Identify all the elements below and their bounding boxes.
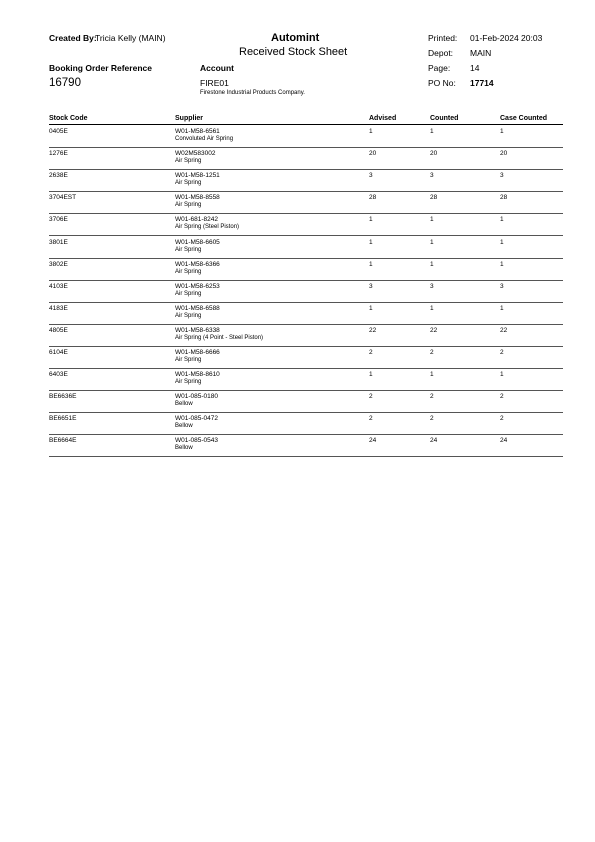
created-by-value: Tricia Kelly (MAIN)	[95, 33, 166, 43]
case-counted-cell: 1	[500, 128, 504, 135]
counted-cell: 28	[430, 194, 438, 202]
row-divider	[49, 258, 563, 259]
supplier-code-cell: W01-M58-6366	[175, 260, 220, 268]
row-divider	[49, 235, 563, 236]
stock-code-cell: 3704EST	[49, 194, 77, 202]
supplier-code-cell: W01-085-0543	[175, 437, 218, 445]
advised-cell: 3	[369, 282, 373, 290]
supplier-description: Air Spring	[175, 379, 202, 386]
case-counted-cell: 24	[500, 437, 508, 445]
supplier-description: Air Spring	[175, 180, 202, 187]
counted-cell: 2	[430, 415, 434, 423]
supplier-description: Air Spring	[175, 158, 202, 165]
supplier-description: Air Spring	[175, 290, 202, 297]
col-advised: Advised	[369, 115, 397, 122]
advised-cell: 2	[369, 349, 373, 356]
depot-label: Depot:	[428, 48, 454, 58]
supplier-code-cell: W01-085-0180	[175, 393, 218, 401]
account-code: FIRE01	[200, 78, 229, 88]
stock-code-cell: 4805E	[49, 326, 68, 334]
counted-cell: 1	[430, 371, 434, 379]
page-number: 14	[470, 63, 480, 73]
row-divider	[49, 213, 563, 214]
advised-cell: 1	[369, 260, 373, 268]
row-divider	[49, 368, 563, 369]
case-counted-cell: 1	[500, 238, 504, 246]
counted-cell: 24	[430, 437, 438, 445]
row-divider	[49, 280, 563, 281]
row-divider	[49, 456, 563, 457]
stock-code-cell: 4183E	[49, 304, 68, 312]
counted-cell: 22	[430, 326, 438, 334]
stock-code-cell: 3802E	[49, 260, 68, 268]
col-supplier: Supplier	[175, 115, 204, 122]
supplier-code-cell: W02M583002	[175, 150, 216, 158]
po-label: PO No:	[428, 78, 456, 88]
counted-cell: 2	[430, 393, 434, 401]
advised-cell: 24	[369, 437, 377, 445]
page-label: Page:	[428, 63, 451, 73]
supplier-description: Air Spring	[175, 268, 202, 275]
printed-label: Printed:	[428, 33, 458, 43]
supplier-code-cell: W01-M58-8610	[175, 371, 220, 379]
stock-code-cell: 1276E	[49, 150, 68, 158]
stock-code-cell: BE6664E	[49, 437, 77, 445]
stock-code-cell: 0405E	[49, 128, 68, 135]
stock-code-cell: 3706E	[49, 216, 68, 224]
booking-ref-label: Booking Order Reference	[49, 63, 152, 73]
supplier-description: Bellow	[175, 423, 193, 430]
supplier-description: Air Spring	[175, 202, 202, 209]
supplier-description: Convoluted Air Spring	[175, 136, 234, 142]
supplier-code-cell: W01-085-0472	[175, 415, 218, 423]
counted-cell: 2	[430, 349, 434, 356]
case-counted-cell: 2	[500, 393, 504, 401]
col-case-counted: Case Counted	[500, 115, 548, 122]
supplier-code-cell: W01-M58-6253	[175, 282, 220, 290]
supplier-code-cell: W01-M58-6588	[175, 304, 220, 312]
account-label: Account	[200, 63, 234, 73]
supplier-description: Air Spring (Steel Piston)	[175, 224, 240, 231]
advised-cell: 1	[369, 371, 373, 379]
counted-cell: 3	[430, 282, 434, 290]
table-header-rule	[49, 124, 563, 125]
case-counted-cell: 2	[500, 415, 504, 423]
row-divider	[49, 169, 563, 170]
row-divider	[49, 324, 563, 325]
account-name: Firestone Industrial Products Company.	[200, 90, 305, 96]
stock-code-cell: 4103E	[49, 282, 68, 290]
supplier-code-cell: W01-M58-1251	[175, 172, 220, 180]
stock-code-cell: 6403E	[49, 371, 68, 379]
counted-cell: 3	[430, 172, 434, 180]
row-divider	[49, 346, 563, 347]
advised-cell: 3	[369, 172, 373, 180]
case-counted-cell: 1	[500, 371, 504, 379]
stock-code-cell: BE6636E	[49, 393, 77, 401]
row-divider	[49, 147, 563, 148]
advised-cell: 20	[369, 150, 377, 158]
case-counted-cell: 3	[500, 282, 504, 290]
supplier-code-cell: W01-681-8242	[175, 216, 218, 224]
counted-cell: 1	[430, 128, 434, 135]
supplier-description: Air Spring (4 Point - Steel Piston)	[175, 334, 264, 341]
supplier-description: Bellow	[175, 445, 193, 452]
advised-cell: 2	[369, 393, 373, 401]
stock-code-cell: 2638E	[49, 172, 68, 180]
case-counted-cell: 2	[500, 349, 504, 356]
advised-cell: 2	[369, 415, 373, 423]
supplier-description: Air Spring	[175, 357, 202, 363]
created-by-label: Created By:	[49, 33, 97, 43]
depot-value: MAIN	[470, 48, 492, 58]
advised-cell: 22	[369, 326, 377, 334]
stock-code-cell: BE6651E	[49, 415, 77, 423]
case-counted-cell: 28	[500, 194, 508, 202]
supplier-code-cell: W01-M58-6561	[175, 128, 220, 135]
advised-cell: 1	[369, 128, 373, 135]
counted-cell: 1	[430, 304, 434, 312]
supplier-code-cell: W01-M58-6605	[175, 238, 220, 246]
case-counted-cell: 1	[500, 216, 504, 224]
col-counted: Counted	[430, 115, 459, 122]
case-counted-cell: 22	[500, 326, 508, 334]
row-divider	[49, 390, 563, 391]
company-name: Automint	[271, 32, 320, 44]
po-value: 17714	[470, 78, 494, 88]
supplier-description: Air Spring	[175, 312, 202, 319]
advised-cell: 1	[369, 304, 373, 312]
advised-cell: 1	[369, 238, 373, 246]
case-counted-cell: 1	[500, 260, 504, 268]
case-counted-cell: 1	[500, 304, 504, 312]
row-divider	[49, 302, 563, 303]
supplier-description: Air Spring	[175, 246, 202, 253]
counted-cell: 1	[430, 238, 434, 246]
supplier-code-cell: W01-M58-8558	[175, 194, 220, 202]
col-stock-code: Stock Code	[49, 115, 88, 122]
stock-code-cell: 3801E	[49, 238, 68, 246]
supplier-description: Bellow	[175, 401, 193, 408]
advised-cell: 28	[369, 194, 377, 202]
printed-value: 01-Feb-2024 20:03	[470, 33, 543, 43]
case-counted-cell: 20	[500, 150, 508, 158]
counted-cell: 1	[430, 260, 434, 268]
counted-cell: 1	[430, 216, 434, 224]
stock-code-cell: 6104E	[49, 349, 68, 356]
row-divider	[49, 412, 563, 413]
case-counted-cell: 3	[500, 172, 504, 180]
counted-cell: 20	[430, 150, 438, 158]
row-divider	[49, 191, 563, 192]
supplier-code-cell: W01-M58-6666	[175, 349, 220, 356]
sheet-title: Received Stock Sheet	[239, 46, 348, 58]
row-divider	[49, 434, 563, 435]
advised-cell: 1	[369, 216, 373, 224]
supplier-code-cell: W01-M58-6338	[175, 326, 220, 334]
booking-ref-value: 16790	[49, 77, 81, 89]
